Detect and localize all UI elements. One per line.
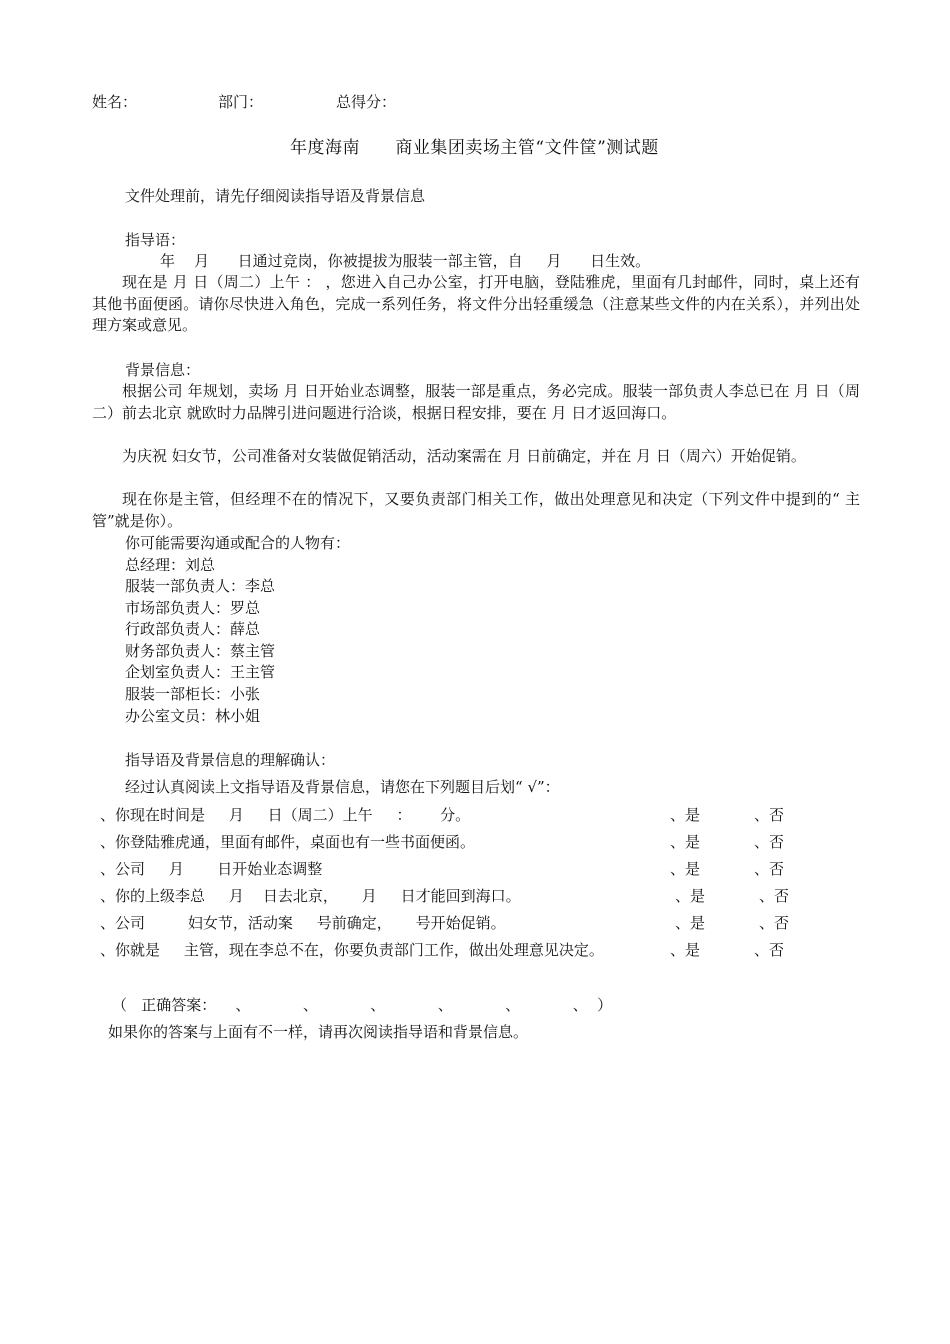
- document-title: 年度海南 商业集团卖场主管“文件筐”测试题: [290, 138, 659, 158]
- confirm-heading: 指导语及背景信息的理解确认：: [125, 751, 336, 769]
- answer-yes[interactable]: 、是: [670, 806, 701, 824]
- answer-no[interactable]: 、否: [754, 941, 785, 959]
- answer-no[interactable]: 、否: [754, 806, 785, 824]
- contact-item: 服装一部负责人：李总: [125, 577, 276, 595]
- answer-yes[interactable]: 、是: [675, 914, 706, 932]
- background-paragraph-2: 为庆祝 妇女节，公司准备对女装做促销活动，活动案需在 月 日前确定，并在 月 日（周六）开始促销。: [122, 447, 806, 465]
- question-text: 、你现在时间是 月 日（周二）上午 ： 分。: [100, 806, 471, 824]
- answer-no[interactable]: 、否: [754, 833, 785, 851]
- answer-yes[interactable]: 、是: [670, 941, 701, 959]
- background-paragraph-1: 根据公司 年规划，卖场 月 日开始业态调整，服装一部是重点，务必完成。服装一部负责人李总已在 月 日（周二）前去北京 就欧时力品牌引进问题进行洽谈，根据日程安排，要在 月 日才返回海口。: [92, 382, 860, 422]
- question-text: 、公司 月 日开始业态调整: [100, 860, 323, 878]
- question-text: 、你的上级李总 月 日去北京， 月 日才能回到海口。: [100, 887, 521, 905]
- contact-item: 市场部负责人：罗总: [125, 599, 261, 617]
- answer-no[interactable]: 、否: [754, 860, 785, 878]
- answer-no[interactable]: 、否: [759, 887, 790, 905]
- guide-line-1: 年 月 日通过竞岗，你被提拔为服装一部主管，自 月 日生效。: [160, 252, 651, 270]
- contacts-heading: 你可能需要沟通或配合的人物有：: [125, 534, 351, 552]
- name-label: 姓名：: [92, 93, 138, 111]
- answer-yes[interactable]: 、是: [670, 833, 701, 851]
- contact-item: 企划室负责人：王主管: [125, 663, 276, 681]
- contact-item: 财务部负责人：蔡主管: [125, 642, 276, 660]
- contact-item: 办公室文员：林小姐: [125, 707, 261, 725]
- answer-no[interactable]: 、否: [759, 914, 790, 932]
- total-score-label: 总得分：: [336, 93, 397, 111]
- confirm-instruction: 经过认真阅读上文指导语及背景信息，请您在下列题目后划“ √”：: [125, 778, 560, 796]
- contact-item: 服装一部柜长：小张: [125, 685, 261, 703]
- department-label: 部门：: [218, 93, 264, 111]
- question-text: 、你登陆雅虎通，里面有邮件，桌面也有一些书面便函。: [100, 833, 476, 851]
- background-paragraph-3: 现在你是主管，但经理不在的情况下，又要负责部门相关工作，做出处理意见和决定（下列文件中提到的“ 主管”就是你）。: [92, 490, 860, 530]
- intro-text: 文件处理前，请先仔细阅读指导语及背景信息: [125, 187, 426, 205]
- answer-yes[interactable]: 、是: [670, 860, 701, 878]
- contact-item: 行政部负责人：薛总: [125, 620, 261, 638]
- question-text: 、你就是 主管，现在李总不在，你要负责部门工作，做出处理意见决定。: [100, 941, 604, 959]
- reread-note: 如果你的答案与上面有不一样，请再次阅读指导语和背景信息。: [108, 1023, 529, 1041]
- guide-heading: 指导语：: [125, 231, 186, 249]
- guide-paragraph: 现在是 月 日（周二）上午 ： ，您进入自己办公室，打开电脑，登陆雅虎，里面有几封邮件，同时，桌上还有其他书面便函。请你尽快进入角色，完成一系列任务，将文件分出轻重缓急（注意某些文件的内在关系），并列出处理方案或意见。: [92, 273, 860, 334]
- background-heading: 背景信息：: [125, 361, 201, 379]
- answer-yes[interactable]: 、是: [675, 887, 706, 905]
- contact-item: 总经理：刘总: [125, 556, 216, 574]
- correct-answers-line: （ 正确答案： 、 、 、 、 、 、 ）: [112, 996, 613, 1014]
- question-text: 、公司 妇女节，活动案 号前确定， 号开始促销。: [100, 914, 506, 932]
